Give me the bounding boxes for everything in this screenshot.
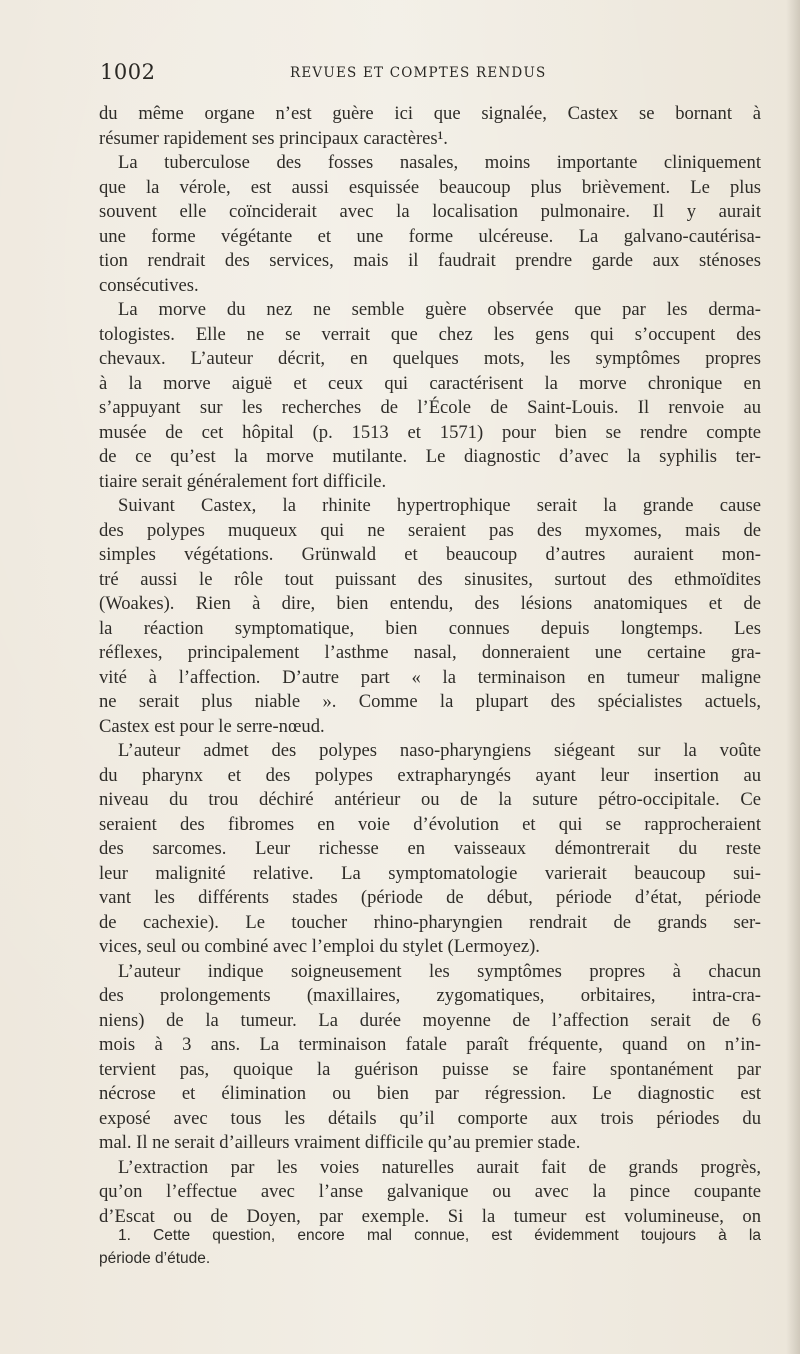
text-line: ne serait plus niable ». Comme la plupart des spécialistes actuels, — [99, 691, 761, 712]
page-edge-shadow — [786, 0, 800, 1354]
footnote — [99, 1224, 761, 1270]
text-line: Suivant Castex, la rhinite hypertrophique serait la grande cause — [118, 495, 761, 516]
text-line: des sarcomes. Leur richesse en vaisseaux démontrerait du reste — [99, 838, 761, 859]
text-line: chevaux. L’auteur décrit, en quelques mots, les symptômes propres — [99, 348, 761, 369]
paragraph — [99, 960, 761, 1156]
footnote-line: période d’étude. — [99, 1250, 211, 1267]
text-line: de ce qu’est la morve mutilante. Le diagnostic d’avec la syphilis ter- — [99, 446, 761, 467]
text-line: réflexes, principalement l’asthme nasal, donneraient une certaine gra- — [99, 642, 761, 663]
text-line: des polypes muqueux qui ne seraient pas des myxomes, mais de — [99, 519, 761, 541]
text-line: du pharynx et des polypes extrapharyngés ayant leur insertion au — [99, 764, 761, 786]
text-line: niveau du trou déchiré antérieur ou de la suture pétro-occipitale. Ce — [99, 789, 761, 810]
footnote-line: 1. Cette question, encore mal connue, est évidemment toujours à la — [118, 1227, 761, 1244]
running-title: REVUES ET COMPTES RENDUS — [290, 65, 547, 81]
text-line: des prolongements (maxillaires, zygomatiques, orbitaires, intra-cra- — [99, 985, 761, 1006]
paragraph — [99, 102, 761, 151]
running-head — [100, 60, 758, 88]
text-line: simples végétations. Grünwald et beaucoup d’autres auraient mon- — [99, 544, 761, 565]
text-line: tion rendrait des services, mais il faudrait prendre garde aux sténoses — [99, 250, 761, 271]
text-line: tiaire serait généralement fort difficile. — [99, 470, 387, 492]
paragraph — [99, 1156, 761, 1230]
body-text — [99, 102, 761, 1229]
text-line: vité à l’affection. D’autre part « la terminaison en tumeur maligne — [99, 666, 761, 688]
paragraph — [99, 298, 761, 494]
text-line: vant les différents stades (période de début, période d’état, période — [99, 887, 761, 908]
text-line: vices, seul ou combiné avec l’emploi du stylet (Lermoyez). — [99, 936, 540, 957]
text-line: tologistes. Elle ne se verrait que chez les gens qui s’occupent des — [99, 323, 761, 345]
text-line: seraient des fibromes en voie d’évolution et qui se rapprocheraient — [99, 813, 761, 835]
text-line: leur malignité relative. La symptomatologie varierait beaucoup sui- — [99, 862, 761, 884]
text-line: L’extraction par les voies naturelles aurait fait de grands progrès, — [118, 1156, 761, 1178]
text-line: une forme végétante et une forme ulcéreuse. La galvano-cautérisa- — [99, 225, 761, 247]
text-line: La morve du nez ne semble guère observée que par les derma- — [118, 299, 761, 320]
text-line: nécrose et élimination ou bien par régression. Le diagnostic est — [99, 1083, 761, 1104]
text-line: la réaction symptomatique, bien connues depuis longtemps. Les — [99, 617, 761, 639]
text-line: tré aussi le rôle tout puissant des sinusites, surtout des ethmoïdites — [99, 568, 761, 590]
text-line: à la morve aiguë et ceux qui caractérisent la morve chronique en — [99, 372, 761, 394]
text-line: du même organe n’est guère ici que signalée, Castex se bornant à — [99, 103, 761, 124]
text-line: niens) de la tumeur. La durée moyenne de l’affection serait de 6 — [99, 1009, 761, 1031]
text-line: mal. Il ne serait d’ailleurs vraiment difficile qu’au premier stade. — [99, 1132, 581, 1153]
text-line: qu’on l’effectue avec l’anse galvanique ou avec la pince coupante — [99, 1181, 761, 1202]
paragraph — [99, 739, 761, 960]
text-line: exposé avec tous les détails qu’il comporte aux trois périodes du — [99, 1107, 761, 1129]
text-line: s’appuyant sur les recherches de l’École de Saint-Louis. Il renvoie au — [99, 397, 761, 418]
text-line: musée de cet hôpital (p. 1513 et 1571) pour bien se rendre compte — [99, 421, 761, 443]
text-line: L’auteur admet des polypes naso-pharyngiens siégeant sur la voûte — [118, 740, 761, 761]
text-line: que la vérole, est aussi esquissée beaucoup plus brièvement. Le plus — [99, 176, 761, 198]
text-line: L’auteur indique soigneusement les symptômes propres à chacun — [118, 960, 761, 982]
text-line: souvent elle coïnciderait avec la localisation pulmonaire. Il y aurait — [99, 201, 761, 222]
paragraph — [99, 494, 761, 739]
text-line: consécutives. — [99, 274, 199, 296]
text-line: mois à 3 ans. La terminaison fatale paraît fréquente, quand on n’in- — [99, 1034, 761, 1055]
text-line: Castex est pour le serre-nœud. — [99, 715, 325, 737]
text-line: (Woakes). Rien à dire, bien entendu, des lésions anatomiques et de — [99, 593, 761, 614]
text-line: résumer rapidement ses principaux caractères¹. — [99, 127, 448, 149]
text-line: tervient pas, quoique la guérison puisse se faire spontanément par — [99, 1058, 761, 1080]
paragraph — [99, 151, 761, 298]
text-line: La tuberculose des fosses nasales, moins importante cliniquement — [118, 152, 761, 173]
page-number: 1002 — [100, 60, 156, 84]
text-line: d’Escat ou de Doyen, par exemple. Si la tumeur est volumineuse, on — [99, 1205, 761, 1227]
text-line: de cachexie). Le toucher rhino-pharyngien rendrait de grands ser- — [99, 911, 761, 933]
